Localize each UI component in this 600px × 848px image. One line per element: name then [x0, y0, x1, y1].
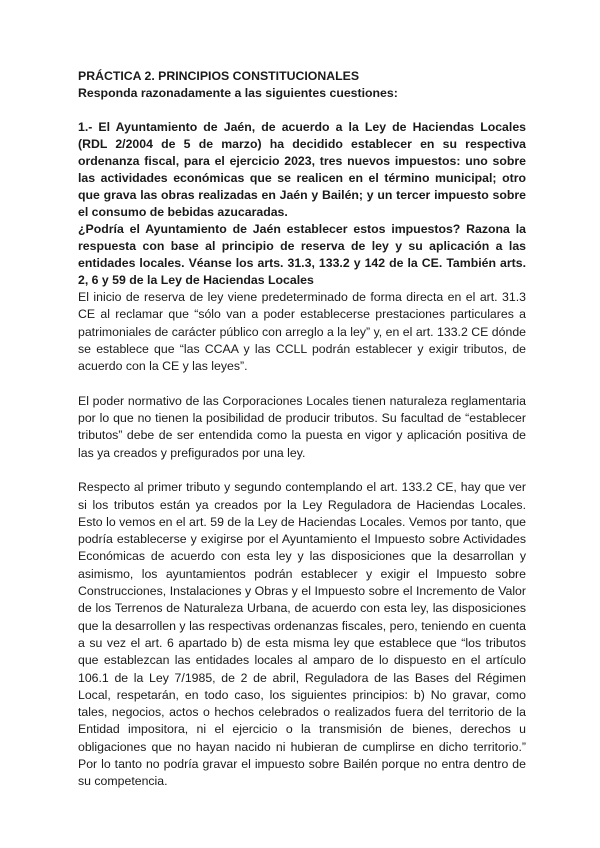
answer-paragraph-1: El inicio de reserva de ley viene predeterminado de forma directa en el art. 31.3 CE al reclamar que “sólo van a poder establecerse prestaciones particulares a patrimoniales de carácter público con arreglo a la ley” y, en el art. 133.2 CE dónde se establece que “las CCAA y las CCLL podrán establecer y exigir tributos, de acuerdo con la CE y las leyes”.	[78, 290, 526, 374]
document-page	[78, 68, 526, 791]
page-subtitle: Responda razonadamente a las siguientes cuestiones:	[78, 86, 398, 100]
answer-paragraph-2: El poder normativo de las Corporaciones Locales tienen naturaleza reglamentaria por lo que no tienen la posibilidad de producir tributos. Su facultad de “establecer tributos” debe de ser entendida como la puesta en vigor y aplicación positiva de las ya creados y prefigurados por una ley.	[78, 393, 526, 460]
question-1-prompt: ¿Podría el Ayuntamiento de Jaén establecer estos impuestos? Razona la respuesta con base al principio de reserva de ley y su aplicación a las entidades locales. Véanse los arts. 31.3, 133.2 y 142 de la CE. También arts. 2, 6 y 59 de la Ley de Haciendas Locales	[78, 222, 526, 287]
blank-line	[78, 462, 526, 479]
answer-paragraph-3: Respecto al primer tributo y segundo contemplando el art. 133.2 CE, hay que ver si los tributos están ya creados por la Ley Reguladora de Haciendas Locales. Esto lo vemos en el art. 59 de la Ley de Haciendas Locales. Vemos por tanto, que podría establecerse y exigirse por el Ayuntamiento el Impuesto sobre Actividades Económicas de acuerdo con esta ley y las disposiciones que la desarrollan y asimismo, los ayuntamientos podrán establecer y exigir el Impuesto sobre Construcciones, Instalaciones y Obras y el Impuesto sobre el Incremento de Valor de los Terrenos de Naturaleza Urbana, de acuerdo con esta ley, las disposiciones que la desarrollen y las respectivas ordenanzas fiscales, pero, teniendo en cuenta a su vez el art. 6 apartado b) de esta misma ley que establece que “los tributos que establezcan las entidades locales al amparo de lo dispuesto en el artículo 106.1 de la Ley 7/1985, de 2 de abril, Reguladora de las Bases del Régimen Local, respetarán, en todo caso, los siguientes principios: b) No gravar, como tales, negocios, actos o hechos celebrados o realizados fuera del territorio de la Entidad impositora, ni el ejercicio o la transmisión de bienes, derechos u obligaciones que no hayan nacido ni hubieran de cumplirse en dicho territorio.” Por lo tanto no podría gravar el impuesto sobre Bailén porque no entra dentro de su competencia.	[78, 480, 526, 789]
question-1-statement: 1.- El Ayuntamiento de Jaén, de acuerdo a la Ley de Haciendas Locales (RDL 2/2004 de 5 de marzo) ha decidido establecer en su respectiva ordenanza fiscal, para el ejercicio 2023, tres nuevos impuestos: uno sobre las actividades económicas que se realicen en el término municipal; otro que grava las obras realizadas en Jaén y Bailén; y un tercer impuesto sobre el consumo de bebidas azucaradas.	[78, 120, 526, 219]
blank-line	[78, 102, 526, 119]
blank-line	[78, 375, 526, 392]
page-title: PRÁCTICA 2. PRINCIPIOS CONSTITUCIONALES	[78, 69, 360, 83]
